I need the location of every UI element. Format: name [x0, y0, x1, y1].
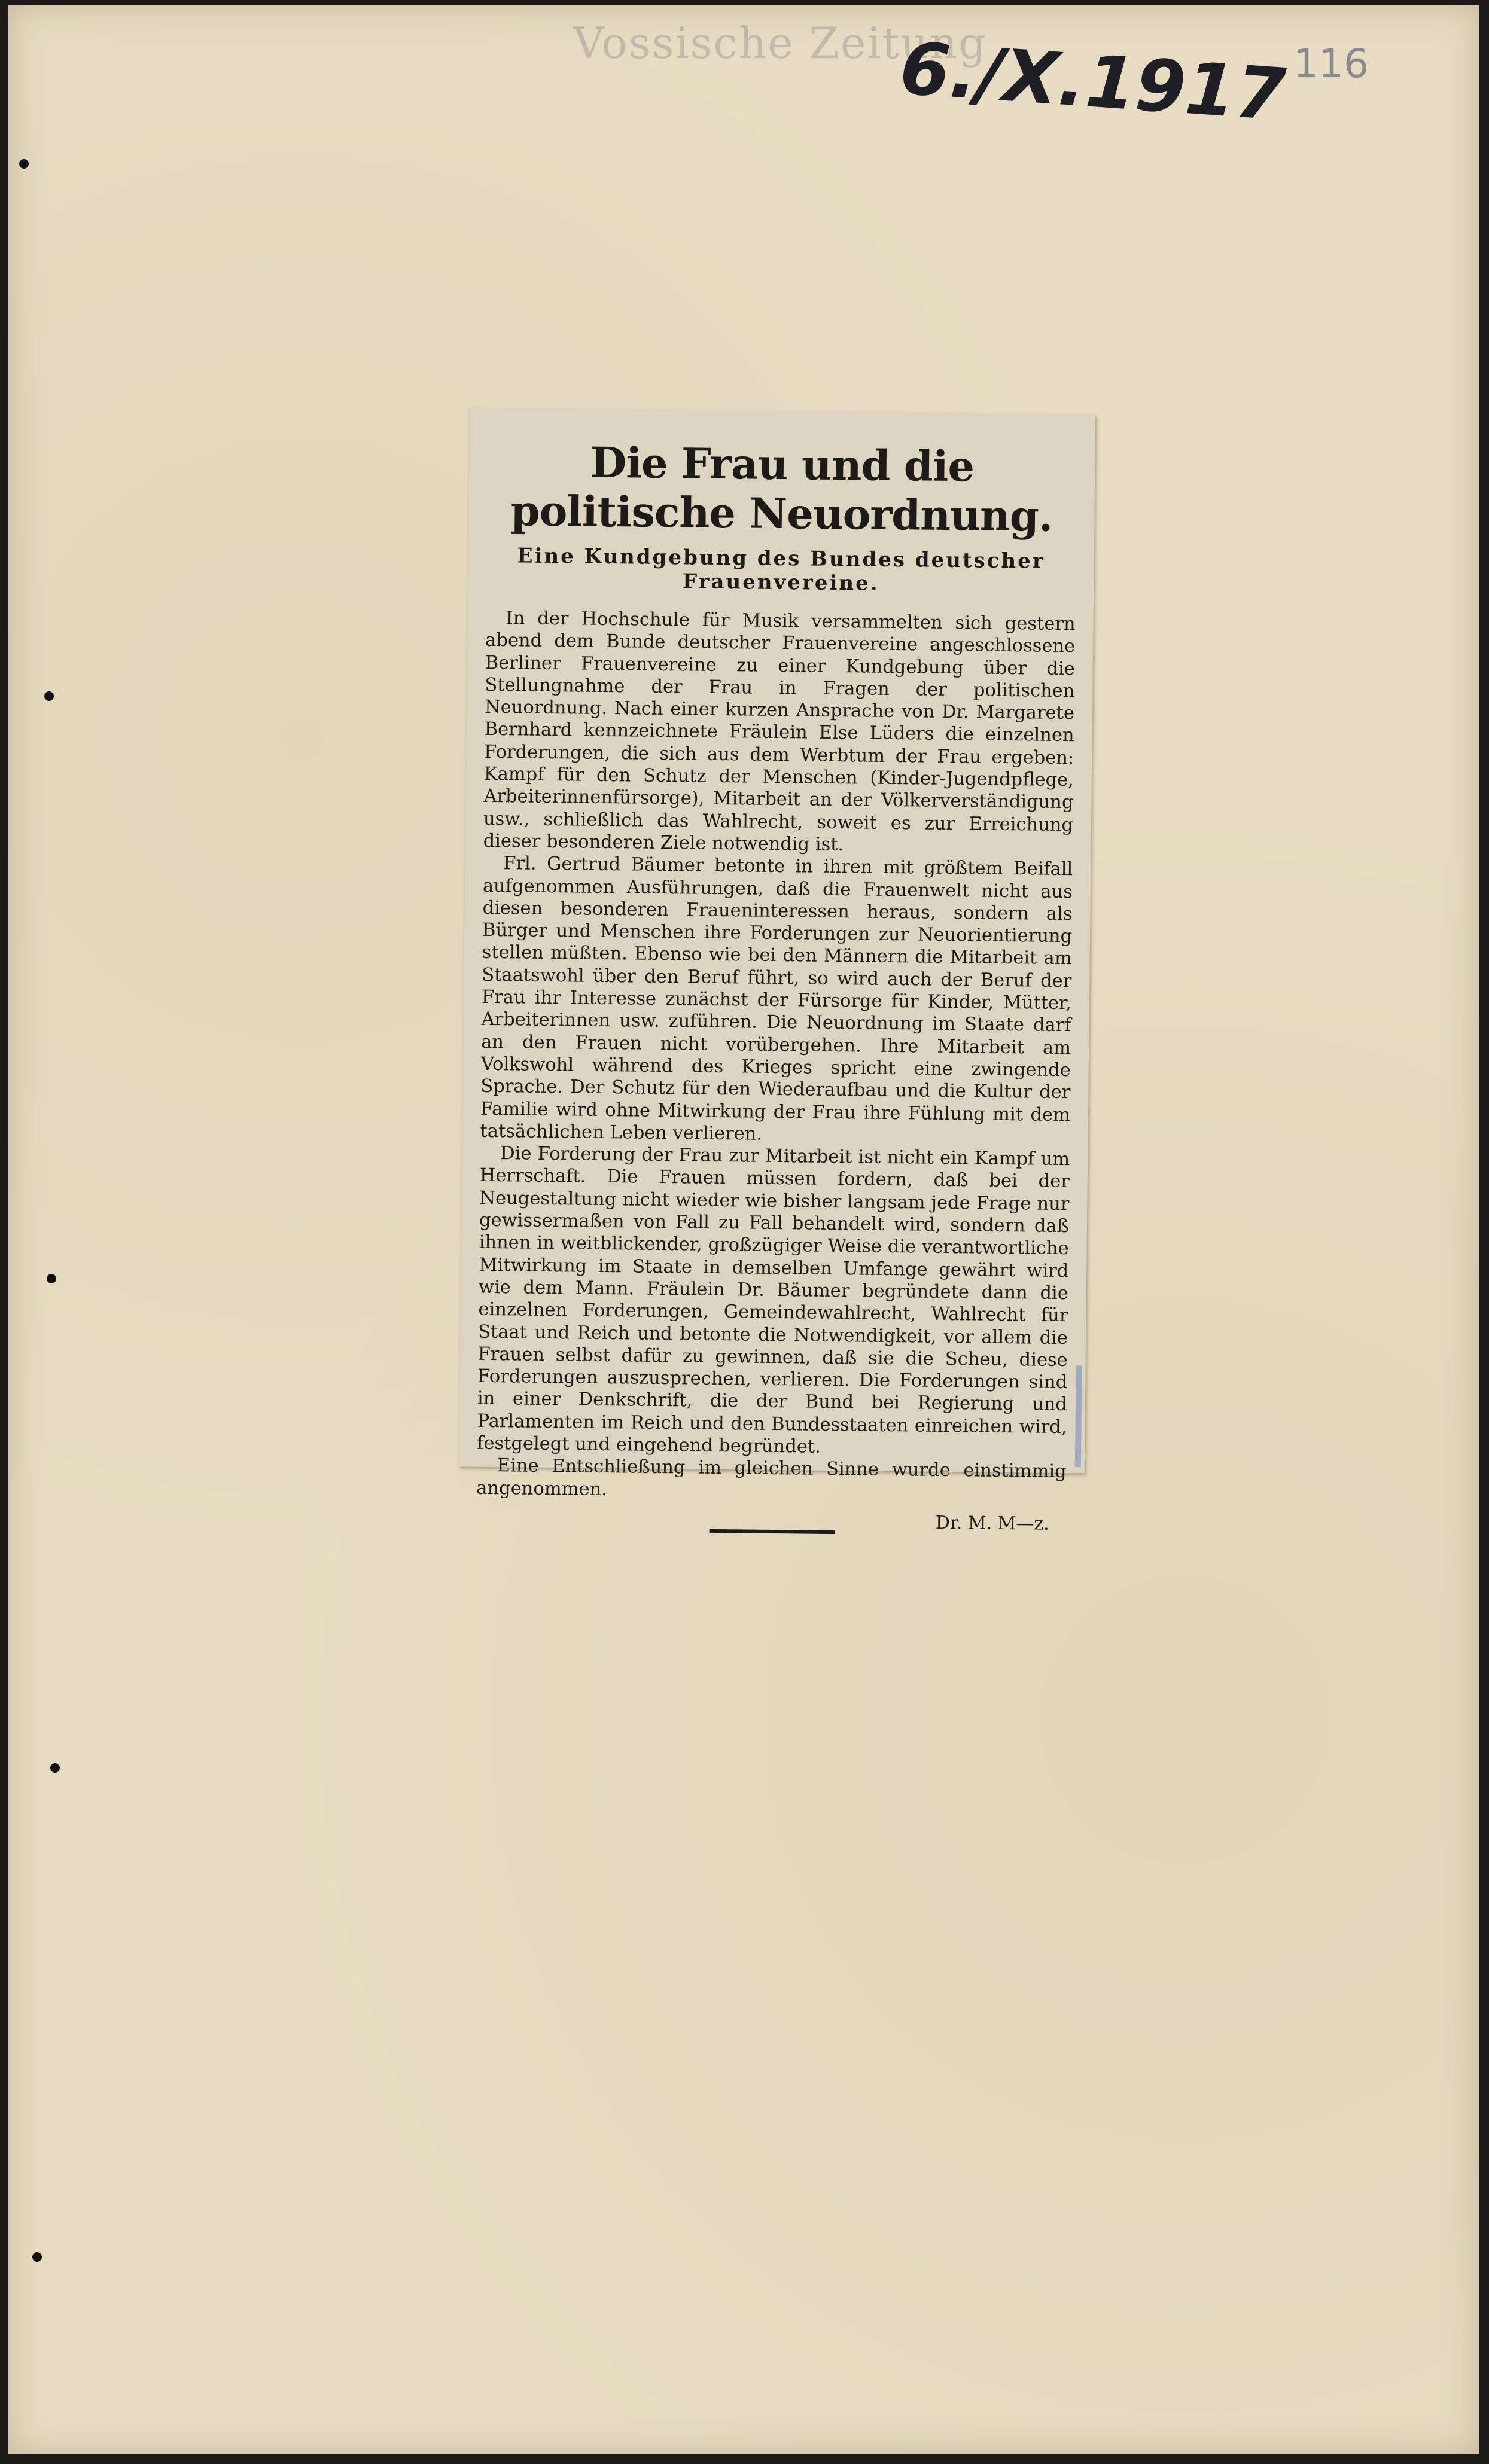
article-body [476, 607, 1076, 1505]
binding-hole-mark [44, 691, 54, 701]
article-subheadline: Eine Kundgebung des Bundes deutscher Frauenvereine. [517, 544, 1045, 596]
binding-hole-mark [50, 1763, 60, 1773]
newspaper-source-stamp: Vossische Zeitung [573, 18, 988, 68]
newspaper-clipping [459, 408, 1095, 1535]
handwritten-date: 6./X.1917 [897, 27, 1289, 138]
binding-hole-mark [19, 159, 29, 169]
signature-row [476, 1501, 1067, 1542]
article-paragraph: Frl. Gertrud Bäumer betonte in ihren mit größtem Beifall aufgenommen Ausführungen, daß die Frauenwelt nicht aus diesen besonderen Fraueninteressen heraus, sondern als Bürger und Menschen ihre Forderungen zur Neuorientierung stellen müßten. Ebenso wie bei den Männern die Mitarbeit am Staatswohl über den Beruf führt, so wird auch der Beruf der Frau ihr Interesse zunächst der Fürsorge für Kinder, Mütter, Arbeiterinnen usw. zuführen. Die Neuordnung im Staate darf an den Frauen nicht vorübergehen. Ihre Mitarbeit am Volkswohl während des Krieges spricht eine zwingende Sprache. Der Schutz für den Wiederaufbau und die Kultur der Familie wird ohne Mitwirkung der Frau ihre Fühlung mit dem tatsächlichen Leben verlieren. [480, 853, 1073, 1145]
article-paragraph: In der Hochschule für Musik versammelten sich gestern abend dem Bunde deutscher Frauenvereine angeschlossene Berliner Frauenvereine zu einer Kundgebung über die Stellungnahme der Frau in Fragen der politischen Neuordnung. Nach einer kurzen Ansprache von Dr. Margarete Bernhard kennzeichnete Fräulein Else Lüders die einzelnen Forderungen, die sich aus dem Werbtum der Frau ergeben: Kampf für den Schutz der Menschen (Kinder-Jugendpflege, Arbeiterinnenfürsorge), Mitarbeit an der Völkerverständigung usw., schließlich das Wahlrecht, soweit es zur Erreichung dieser besonderen Ziele notwendig ist. [483, 608, 1076, 856]
folio-number: 116 [1293, 41, 1369, 87]
article-paragraph: Eine Entschließung im gleichen Sinne wurde einstimmig angenommen. [476, 1455, 1067, 1500]
article-headline: Die Frau und die politische Neuordnung. [510, 437, 1053, 541]
binding-hole-mark [47, 1274, 56, 1283]
article-paragraph: Die Forderung der Frau zur Mitarbeit ist nicht ein Kampf um Herrschaft. Die Frauen müssen fordern, daß bei der Neugestaltung nicht wieder wie bisher langsam jede Frage nur gewissermaßen von Fall zu Fall behandelt wird, sondern daß ihnen in weitblickender, großzügiger Weise die verantwortliche Mitwirkung im Staate in demselben Umfange gewährt wird wie dem Mann. Fräulein Dr. Bäumer begründete dann die einzelnen Forderungen, Gemeindewahlrecht, Wahlrecht für Staat und Reich und betonte die Notwendigkeit, vor allem die Frauen selbst dafür zu gewinnen, daß sie die Scheu, diese Forderungen auszusprechen, verlieren. Die Forderungen sind in einer Denkschrift, die der Bund bei Regierung und Parlamenten im Reich und den Bundesstaaten einreichen wird, festgelegt und eingehend begründet. [476, 1143, 1070, 1457]
author-signature: Dr. M. M—z. [935, 1512, 1049, 1535]
blue-margin-mark [1075, 1365, 1082, 1467]
binding-hole-mark [32, 2252, 42, 2262]
closing-rule [710, 1529, 835, 1534]
archive-sheet [8, 5, 1479, 2454]
